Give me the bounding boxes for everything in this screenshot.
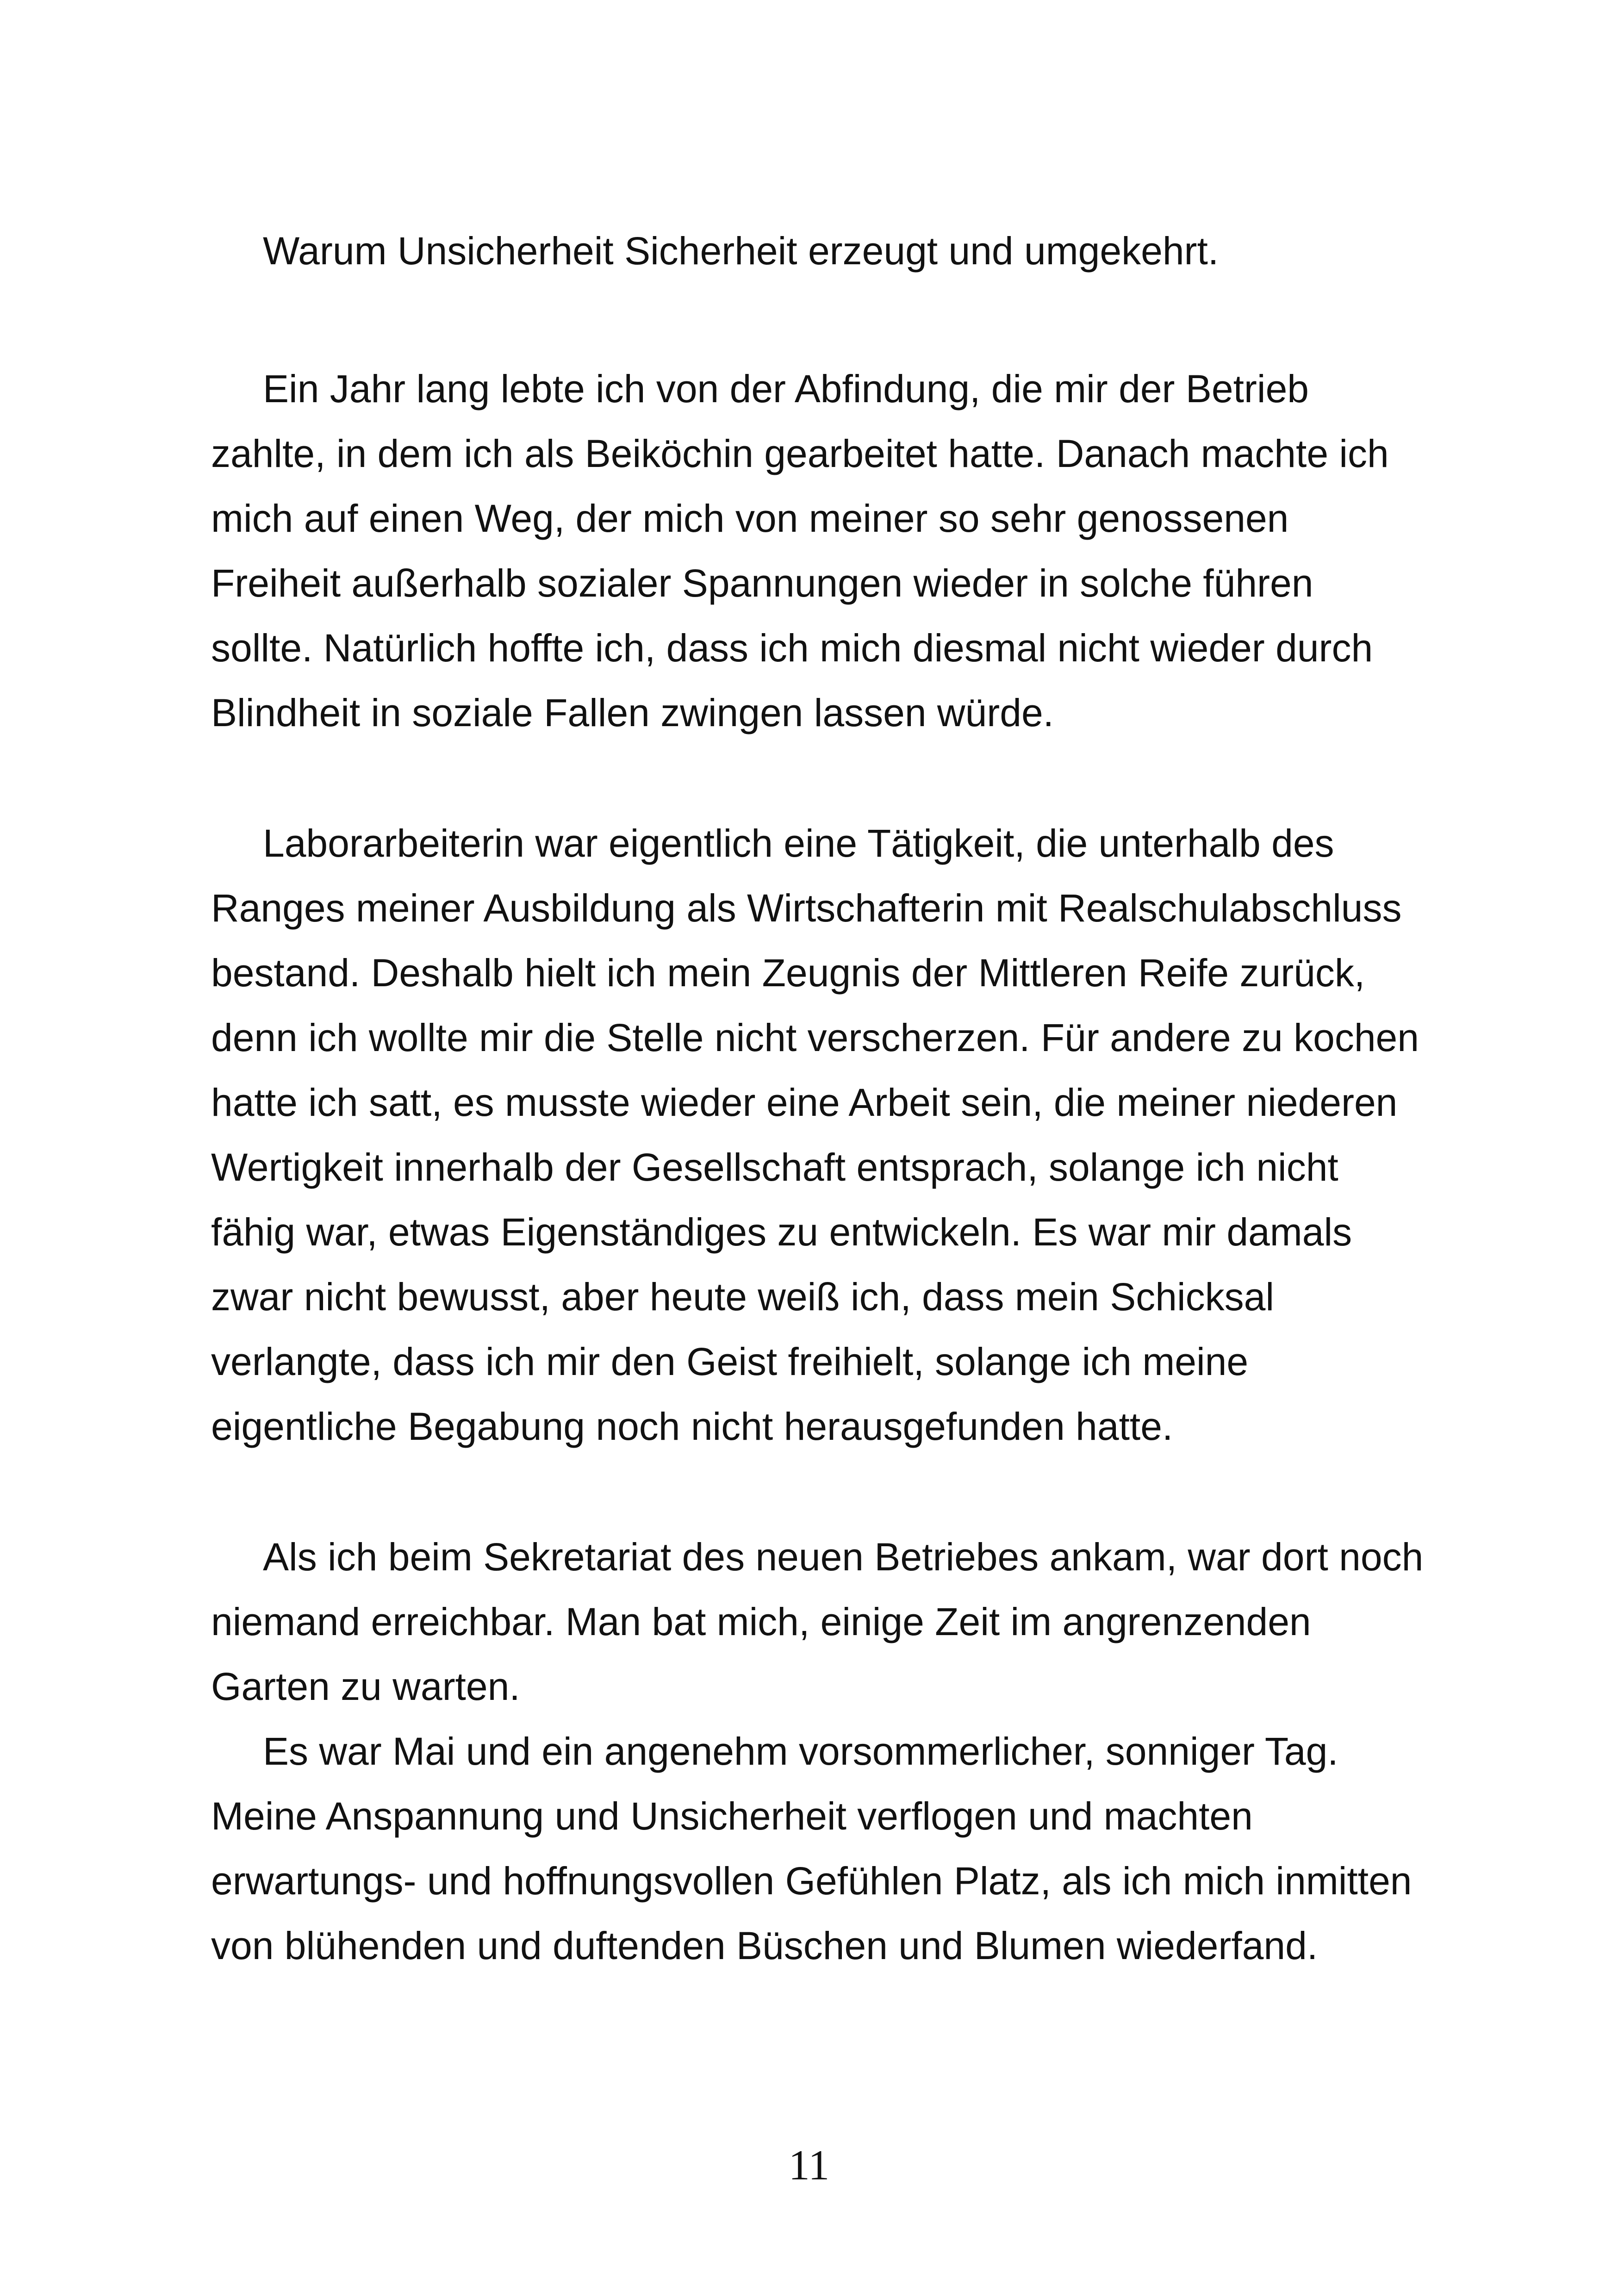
paragraph: Als ich beim Sekretariat des neuen Betriebes ankam, war dort noch niemand erreichbar. Man bat mich, einige Zeit im angrenzenden Garten zu warten. <box>211 1535 1424 1708</box>
paragraph: Es war Mai und ein angenehm vorsommerlicher, sonniger Tag. Meine Anspannung und Unsicherheit verflogen und machten erwartungs- und hoffnungsvollen Gefühlen Platz, als ich mich inmitten von blühenden und duftenden Büschen und Blumen wiederfand. <box>211 1730 1412 1967</box>
paragraph: Ein Jahr lang lebte ich von der Abfindung, die mir der Betrieb zahlte, in dem ich als Beiköchin gearbeitet hatte. Danach machte ich mich auf einen Weg, der mich von meiner so sehr genossenen Freiheit außerhalb sozialer Spannungen wieder in solche führen sollte. Natürlich hoffte ich, dass ich mich diesmal nicht wieder durch Blindheit in soziale Fallen zwingen lassen würde. <box>211 367 1389 734</box>
paragraph: Laborarbeiterin war eigentlich eine Tätigkeit, die unterhalb des Ranges meiner Ausbildung als Wirtschafterin mit Realschulabschluss bestand. Deshalb hielt ich mein Zeugnis der Mittleren Reife zurück, denn ich wollte mir die Stelle nicht verscherzen. Für andere zu kochen hatte ich satt, es musste wieder eine Arbeit sein, die meiner niederen Wertigkeit innerhalb der Gesellschaft entsprach, solange ich nicht fähig war, etwas Eigenständiges zu entwickeln. Es war mir damals zwar nicht bewusst, aber heute weiß ich, dass mein Schicksal verlangte, dass ich mir den Geist freihielt, solange ich meine eigentliche Begabung noch nicht herausgefunden hatte. <box>211 821 1419 1448</box>
chapter-heading: Warum Unsicherheit Sicherheit erzeugt und umgekehrt. <box>263 229 1219 273</box>
page-number: 11 <box>788 2141 830 2189</box>
